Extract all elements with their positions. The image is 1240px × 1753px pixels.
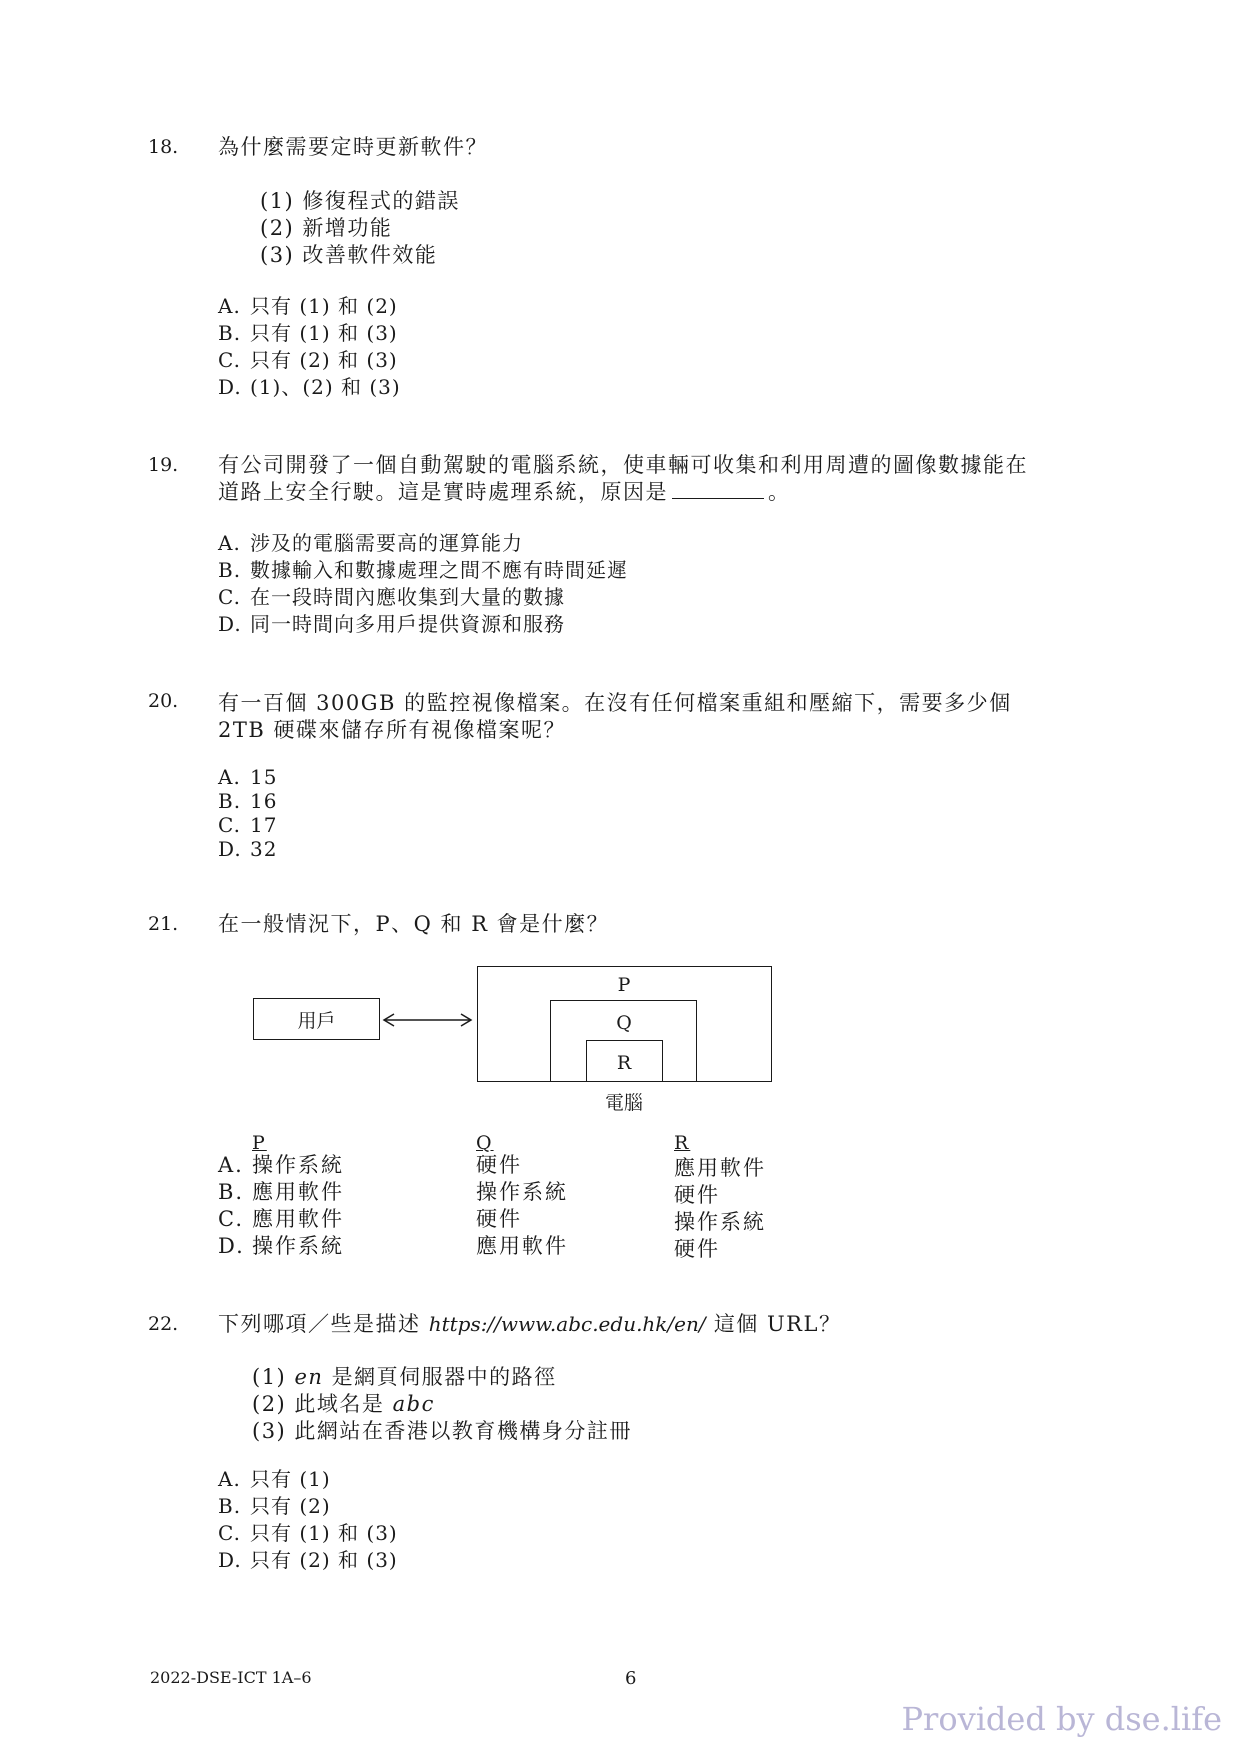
column-header-p: P (252, 1132, 267, 1154)
double-arrow-icon (380, 1010, 475, 1030)
statement: (1) 修復程式的錯誤 (260, 189, 460, 213)
option-d[interactable]: D. 操作系統 應用軟件 硬件 (218, 1234, 720, 1261)
computer-label: 電腦 (604, 1092, 643, 1114)
option-a[interactable]: A. 操作系統 硬件 應用軟件 (218, 1153, 766, 1180)
option-a[interactable]: A. 只有 (1) 和 (2) (218, 294, 398, 318)
statement: (2) 新增功能 (260, 216, 393, 240)
option-list (218, 1466, 398, 1574)
option-b[interactable]: B. 應用軟件 操作系統 硬件 (218, 1180, 720, 1207)
option-b[interactable]: B. 只有 (2) (218, 1494, 331, 1518)
p-label: P (617, 974, 631, 996)
question-stem: 有一百個 300GB 的監控視像檔案。在沒有任何檔案重組和壓縮下，需要多少個 2TB 硬碟來儲存所有視像檔案呢？ (218, 691, 1012, 742)
question-stem: 在一般情況下，P、Q 和 R 會是什麼？ (218, 912, 610, 936)
question-stem: 下列哪項／些是描述 https://www.abc.edu.hk/en/ 這個 URL？ (218, 1312, 842, 1336)
statement: (3) 此網站在香港以教育機構身分註冊 (252, 1419, 632, 1443)
statement: (2) 此域名是 abc (252, 1392, 435, 1416)
question-stem: 為什麼需要定時更新軟件？ (218, 135, 488, 159)
watermark: Provided by dse.life (901, 1700, 1222, 1738)
option-d[interactable]: D. 同一時間向多用戶提供資源和服務 (218, 612, 565, 636)
option-table (218, 1130, 818, 1154)
answer-blank (672, 480, 764, 499)
option-c[interactable]: C. 17 (218, 813, 278, 837)
column-header-r: R (674, 1132, 691, 1154)
option-c[interactable]: C. 在一段時間內應收集到大量的數據 (218, 585, 565, 609)
question-number: 20. (148, 690, 179, 712)
question-number: 18. (148, 136, 179, 158)
paper-code-footer: 2022-DSE-ICT 1A–6 (150, 1668, 312, 1687)
statement-list (252, 1364, 632, 1445)
option-rows (218, 1152, 818, 1260)
page-number: 6 (625, 1668, 637, 1689)
option-a[interactable]: A. 只有 (1) (218, 1467, 331, 1491)
column-header-q: Q (476, 1132, 494, 1154)
option-list (218, 530, 628, 638)
q-label: Q (616, 1012, 632, 1034)
option-a[interactable]: A. 涉及的電腦需要高的運算能力 (218, 531, 523, 555)
user-label: 用戶 (297, 1010, 336, 1032)
option-d[interactable]: D. 32 (218, 837, 278, 861)
statement: (3) 改善軟件效能 (260, 243, 438, 267)
option-list (218, 293, 401, 401)
option-b[interactable]: B. 只有 (1) 和 (3) (218, 321, 398, 345)
option-b[interactable]: B. 數據輸入和數據處理之間不應有時間延遲 (218, 558, 628, 582)
option-d[interactable]: D. (1)、(2) 和 (3) (218, 375, 401, 399)
option-c[interactable]: C. 只有 (2) 和 (3) (218, 348, 398, 372)
question-number: 21. (148, 913, 179, 935)
r-label: R (616, 1052, 632, 1074)
url-text: https://www.abc.edu.hk/en/ (428, 1312, 706, 1336)
option-c[interactable]: C. 只有 (1) 和 (3) (218, 1521, 398, 1545)
option-d[interactable]: D. 只有 (2) 和 (3) (218, 1548, 398, 1572)
question-stem: 有公司開發了一個自動駕駛的電腦系統，使車輛可收集和利用周遭的圖像數據能在 道路上安全行駛。這是實時處理系統，原因是 。 (218, 453, 1028, 504)
option-list (218, 765, 277, 861)
option-a[interactable]: A. 15 (218, 765, 278, 789)
statement: (1) en 是網頁伺服器中的路徑 (252, 1365, 557, 1389)
question-number: 19. (148, 454, 179, 476)
option-c[interactable]: C. 應用軟件 硬件 操作系統 (218, 1207, 766, 1234)
question-number: 22. (148, 1313, 179, 1335)
statement-list (260, 188, 460, 269)
option-b[interactable]: B. 16 (218, 789, 278, 813)
